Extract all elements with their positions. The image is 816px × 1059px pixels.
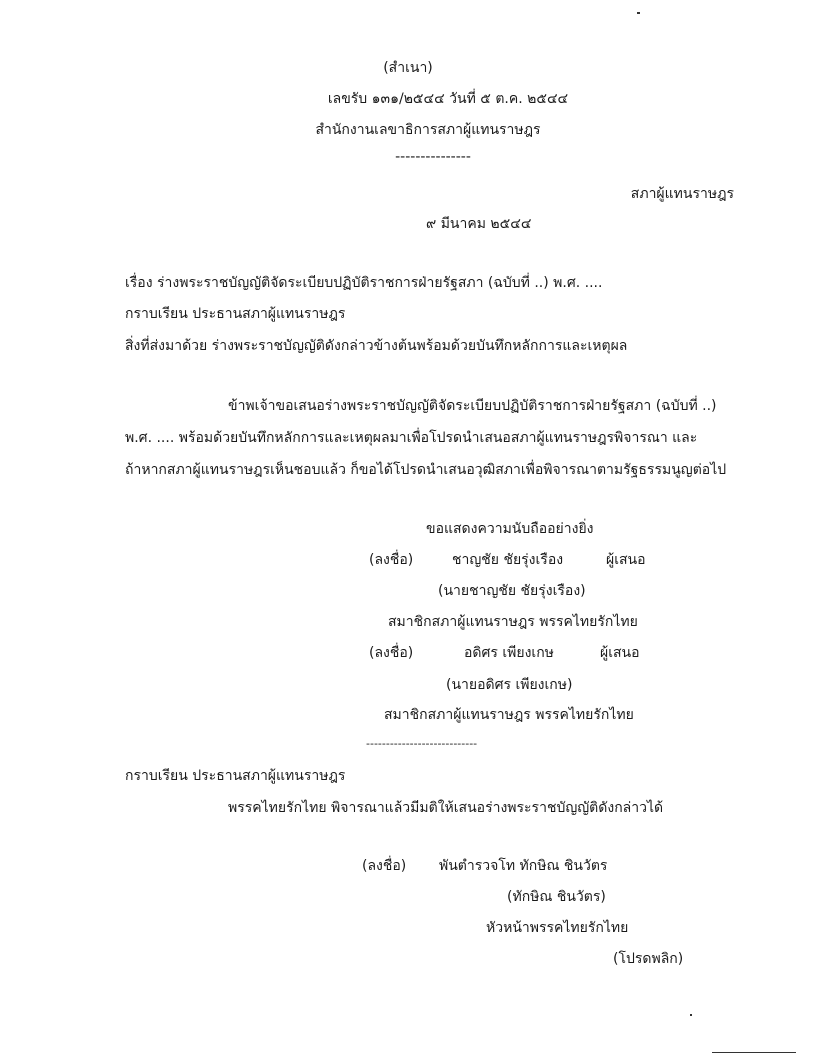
signer-position: สมาชิกสภาผู้แทนราษฎร พรรคไทยรักไทย bbox=[388, 614, 638, 630]
letter-date: ๙ มีนาคม ๒๕๔๔ bbox=[426, 216, 532, 232]
institution-name: สภาผู้แทนราษฎร bbox=[630, 186, 734, 202]
copy-mark: (สำเนา) bbox=[383, 60, 433, 76]
body-line-3: ถ้าหากสภาผู้แทนราษฎรเห็นชอบแล้ว ก็ขอได้โปรดนำเสนอวุฒิสภาเพื่อพิจารณาตามรัฐธรรมนูญต่อไป bbox=[125, 462, 727, 478]
closing-divider: ---------------------------- bbox=[366, 737, 478, 750]
signature: อดิศร เพียงเกษ bbox=[464, 645, 554, 661]
office-name: สำนักงานเลขาธิการสภาผู้แทนราษฎร bbox=[315, 122, 541, 138]
endorsement-printed-name: (ทักษิณ ชินวัตร) bbox=[507, 889, 606, 905]
signer-role: ผู้เสนอ bbox=[600, 645, 640, 661]
endorsement-text: พรรคไทยรักไทย พิจารณาแล้วมีมติให้เสนอร่างพระราชบัญญัติดังกล่าวได้ bbox=[228, 800, 664, 816]
printed-name: (นายชาญชัย ชัยรุ่งเรือง) bbox=[438, 583, 586, 599]
receipt-line: เลขรับ ๑๓๑/๒๕๔๔ วันที่ ๕ ต.ค. ๒๕๔๔ bbox=[327, 91, 569, 107]
endorsement-signature: พันตำรวจโท ทักษิณ ชินวัตร bbox=[439, 858, 608, 874]
signer-role: ผู้เสนอ bbox=[606, 552, 646, 568]
body-line-2: พ.ศ. .... พร้อมด้วยบันทึกหลักการและเหตุผลมาเพื่อโปรดนำเสนอสภาผู้แทนราษฎรพิจารณา และ bbox=[125, 430, 698, 446]
closing-regards: ขอแสดงความนับถืออย่างยิ่ง bbox=[426, 521, 594, 537]
body-line-1: ข้าพเจ้าขอเสนอร่างพระราชบัญญัติจัดระเบียบปฏิบัติราชการฝ่ายรัฐสภา (ฉบับที่ ..) bbox=[228, 398, 717, 414]
endorsement-salutation: กราบเรียน ประธานสภาผู้แทนราษฎร bbox=[125, 768, 346, 784]
printed-name: (นายอดิศร เพียงเกษ) bbox=[446, 677, 573, 693]
header-divider: --------------- bbox=[395, 149, 471, 165]
endorsement-sign-label: (ลงชื่อ) bbox=[362, 858, 407, 874]
scan-speck bbox=[690, 1014, 692, 1016]
turn-over-note: (โปรดพลิก) bbox=[613, 951, 684, 967]
sign-label: (ลงชื่อ) bbox=[369, 645, 414, 661]
endorsement-position: หัวหน้าพรรคไทยรักไทย bbox=[486, 920, 629, 936]
enclosure-line: สิ่งที่ส่งมาด้วย ร่างพระราชบัญญัติดังกล่าวข้างต้นพร้อมด้วยบันทึกหลักการและเหตุผล bbox=[125, 338, 628, 354]
salutation: กราบเรียน ประธานสภาผู้แทนราษฎร bbox=[125, 306, 346, 322]
sign-label: (ลงชื่อ) bbox=[369, 552, 414, 568]
scan-edge-line bbox=[712, 1052, 796, 1053]
scan-speck bbox=[637, 12, 640, 14]
signer-position: สมาชิกสภาผู้แทนราษฎร พรรคไทยรักไทย bbox=[384, 707, 634, 723]
signature: ชาญชัย ชัยรุ่งเรือง bbox=[452, 552, 564, 568]
subject-line: เรื่อง ร่างพระราชบัญญัติจัดระเบียบปฏิบัติราชการฝ่ายรัฐสภา (ฉบับที่ ..) พ.ศ. .... bbox=[125, 275, 603, 291]
